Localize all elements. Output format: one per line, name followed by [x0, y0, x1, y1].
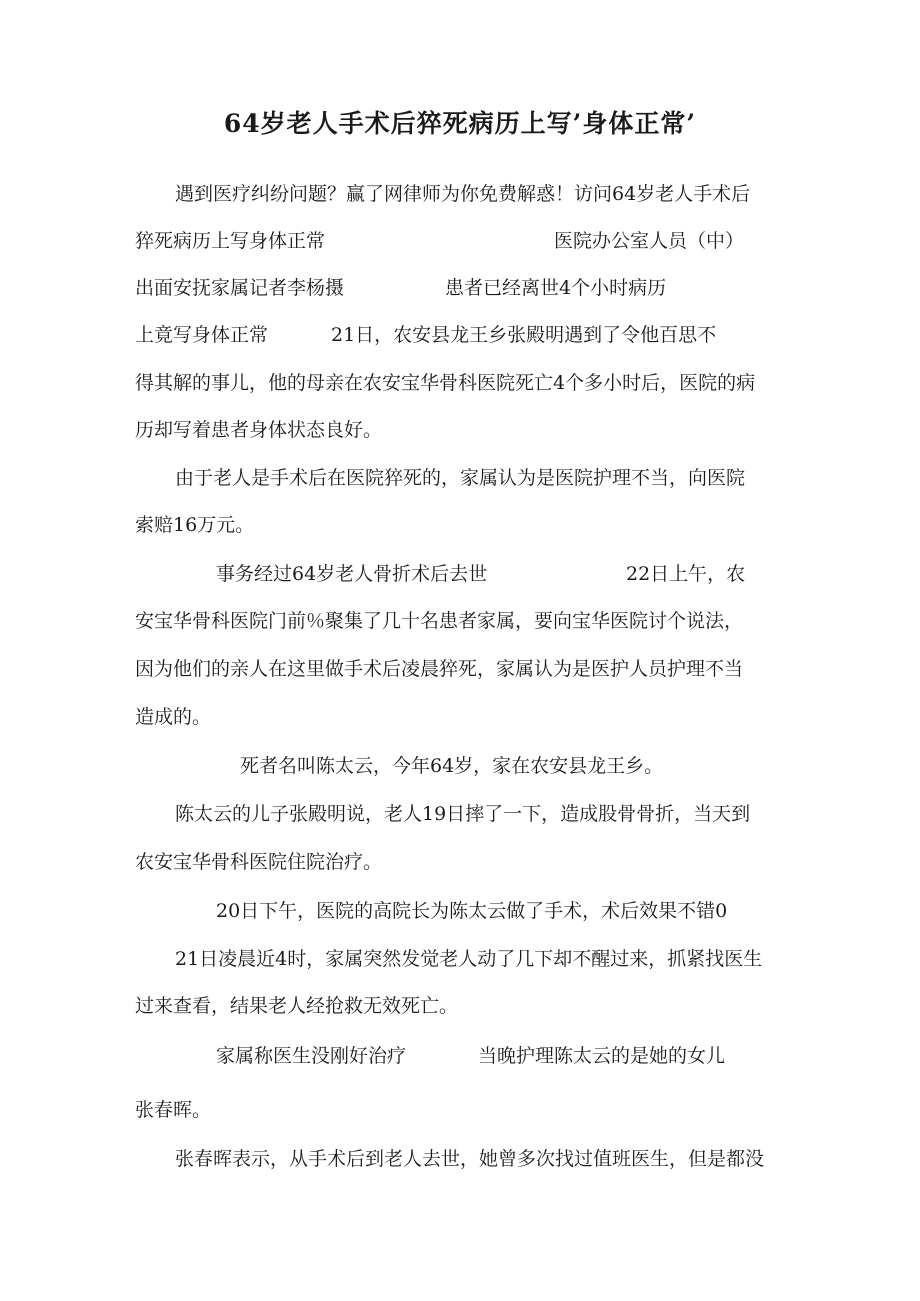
body-line: 因为他们的亲人在这里做手术后凌晨猝死，家属认为是医护人员护理不当: [135, 658, 744, 680]
body-line: 死者名叫陈太云，今年64岁，家在农安县龙王乡。: [240, 755, 664, 777]
body-line: 医院办公室人员（中）: [554, 230, 745, 252]
body-line: 患者已经离世4个小时病历: [445, 277, 667, 299]
body-line: 得其解的事儿，他的母亲在农安宝华骨科医院死亡4个多小时后，医院的病: [135, 372, 756, 394]
body-line: 安宝华骨科医院门前％聚集了几十名患者家属，要向宝华医院讨个说法，: [135, 610, 744, 632]
body-line: 21日凌晨近4时，家属突然发觉老人动了几下却不醒过来，抓紧找医生: [175, 948, 763, 970]
body-line: 猝死病历上写身体正常: [135, 230, 326, 252]
body-line: 上竟写身体正常: [135, 324, 269, 346]
body-line: 22日上午，农: [626, 563, 746, 585]
body-line: 出面安抚家属记者李杨摄: [135, 277, 345, 299]
body-line: 历却写着患者身体状态良好。: [135, 419, 383, 441]
body-line: 陈太云的儿子张殿明说，老人19日摔了一下，造成股骨骨折，当天到: [175, 803, 751, 825]
body-line: 20日下午，医院的高院长为陈太云做了手术，术后效果不错0: [216, 900, 728, 922]
body-line: 农安宝华骨科医院住院治疗。: [135, 851, 383, 873]
body-line: 由于老人是手术后在医院猝死的，家属认为是医院护理不当，向医院: [175, 467, 746, 489]
body-line: 张春晖。: [135, 1099, 212, 1121]
body-line: 索赔16万元。: [135, 514, 255, 536]
document-title: 64岁老人手术后猝死病历上写’身体正常’: [223, 109, 697, 138]
body-line: 张春晖表示，从手术后到老人去世，她曾多次找过值班医生，但是都没: [175, 1148, 765, 1170]
body-line: 家属称医生没刚好治疗: [216, 1045, 407, 1067]
body-line: 事务经过64岁老人骨折术后去世: [216, 563, 488, 585]
body-line: 过来查看，结果老人经抢救无效死亡。: [135, 995, 459, 1017]
body-line: 遇到医疗纠纷问题？赢了网律师为你免费解惑！访问64岁老人手术后: [175, 183, 751, 205]
body-line: 当晚护理陈太云的是她的女儿: [478, 1045, 726, 1067]
body-line: 造成的。: [135, 706, 212, 728]
body-line: 21日，农安县龙王乡张殿明遇到了令他百思不: [331, 324, 717, 346]
